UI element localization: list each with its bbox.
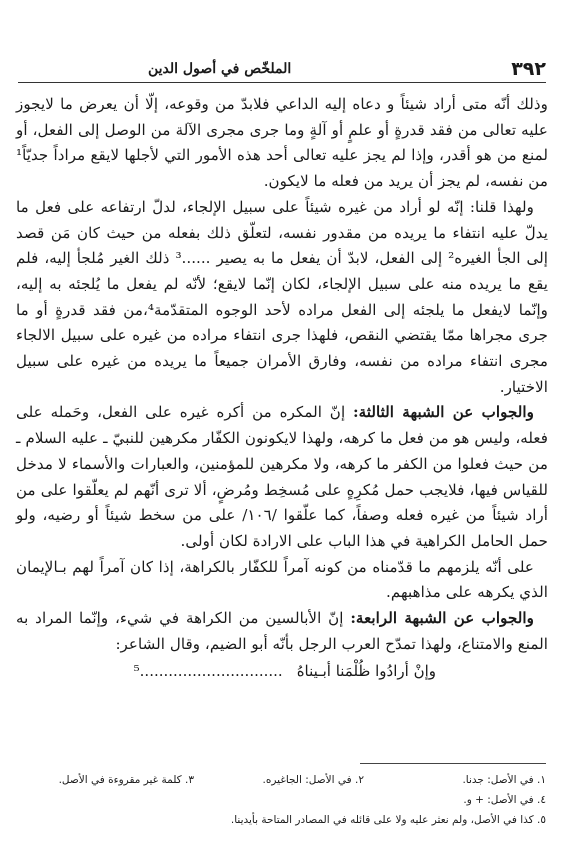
paragraph: على أنّه يلزمهم ما قدّمناه من كونه آمراً للكفّار بالكراهة، إذا كان آمراً لهم بـالإيمان الذي يكرهه على مذاهبهم.: [16, 557, 548, 602]
poetry-verse: [16, 659, 548, 685]
page-header: [18, 58, 546, 83]
page-number: ٣٩٢: [511, 58, 546, 80]
footnote: ٥. كذا في الأصل، ولم نعثر عليه ولا على قائله في المصادر المتاحة بأيدينا.: [230, 814, 546, 826]
paragraph-text: إنّ المكره من أكره غيره على الفعل، وحَمله على فعله، وليس هو من فعل ما كرهه، ولهذا لايكونون الكفّار مكرهين للنبيّ ـ عليه السلام ـ من حيث فعلوا من الكفر ما كرهه، ولا مكرهين للمؤمنين، والعبارات والأسماء لا مدخل للقياس فيها، فلايجب حمل مُكرِهٍ على مُسخِط ومُرضٍ، ألا ترى أنّهم لم يعلّقوا على من أراد شيئاً من غيره فعله وصفاً، كما علّقوا /١٠٦/ على من سخط شيئاً أو رضيه، ولو حمل الحامل الكراهية في هذا الباب على الارادة لكان أولى.: [16, 403, 548, 550]
footnote-row: [16, 810, 546, 830]
footnote-row: [16, 790, 546, 810]
running-title: الملخّص في أصول الدين: [148, 61, 292, 77]
section-heading: والجواب عن الشبهة الرابعة:: [350, 609, 534, 628]
footnote: ٢. في الأصل: الجاغيره.: [262, 774, 364, 786]
paragraph: ولهذا قلنا: إنّه لو أراد من غيره شيئاً على سبيل الإلجاء، لدلّ ارتفاعه على فعل ما يدلّ عليه انتفاء ما يريده من مقدور نفسه، لتعلّق ذلك بفعله من حيث كان مَن قصد إلى الجأ الغيره² إلى الفعل، لابدّ أن يفعل ما به يصير ......³ ذلك الغير مُلجأ إليه، فلم يقع ما يريده منه على سبيل الإلجاء، لكان إنّما لايقع؛ لأنّه لم يفعل ما يُلجئه به إليه، وإنّما لايفعل ما يلجئه إلى الفعل مراده لأحد الوجوه المتقدّمة⁴،من فقد قدرةٍ أو ما جرى مجراها ممّا يقتضي النقص، فلهذا جرى انتفاء مراده من غيره على سبيل الالجاء مجرى انتفاء مراده من نفسه، وفارق الأمران جميعاً ما يريده من غيره على سبيل الاختيار.: [16, 197, 548, 396]
paragraph-fourth-answer: [16, 606, 548, 657]
footnote: ٤. في الأصل: + و.: [463, 794, 546, 806]
footnotes: [16, 770, 546, 830]
main-text: [16, 92, 548, 685]
footnote-divider: [360, 763, 546, 764]
section-heading: والجواب عن الشبهة الثالثة:: [353, 403, 534, 422]
footnote: ١. في الأصل: جدنا.: [462, 774, 546, 786]
paragraph-text: إنّ الأبالسين من الكراهة في شيء، وإنّما المراد به المنع والامتناع، ولهذا تمدّح العرب الرجل بأنّه أبو الضيم، وقال الشاعر:: [16, 609, 548, 653]
footnote: ٣. كلمة غير مقروءة في الأصل.: [58, 774, 194, 786]
verse-dots: ..............................⁵: [133, 662, 283, 681]
paragraph: وذلك أنّه متى أراد شيئاً و دعاه إليه الداعي فلابدّ من وقوعه، إلّا أن يعرض ما لايجوز عليه تعالى من فقد قدرةٍ أو علمٍ أو آلةٍ وما جرى مجرى الآلة من الوصل إلى الفعل، أو لمنع من هو أقدر، وإذا لم يجز عليه تعالى أحد هذه الأمور التي لأجلها لايقع مراداً جديّاً¹ من نفسه، لم يجز أن يريد من فعله ما لايكون.: [16, 95, 548, 191]
verse-line: وإنْ أرادُوا ظُلْمَنا أبـيناهُ: [296, 662, 436, 681]
footnote-row: [16, 770, 546, 790]
paragraph-third-answer: [16, 400, 548, 554]
